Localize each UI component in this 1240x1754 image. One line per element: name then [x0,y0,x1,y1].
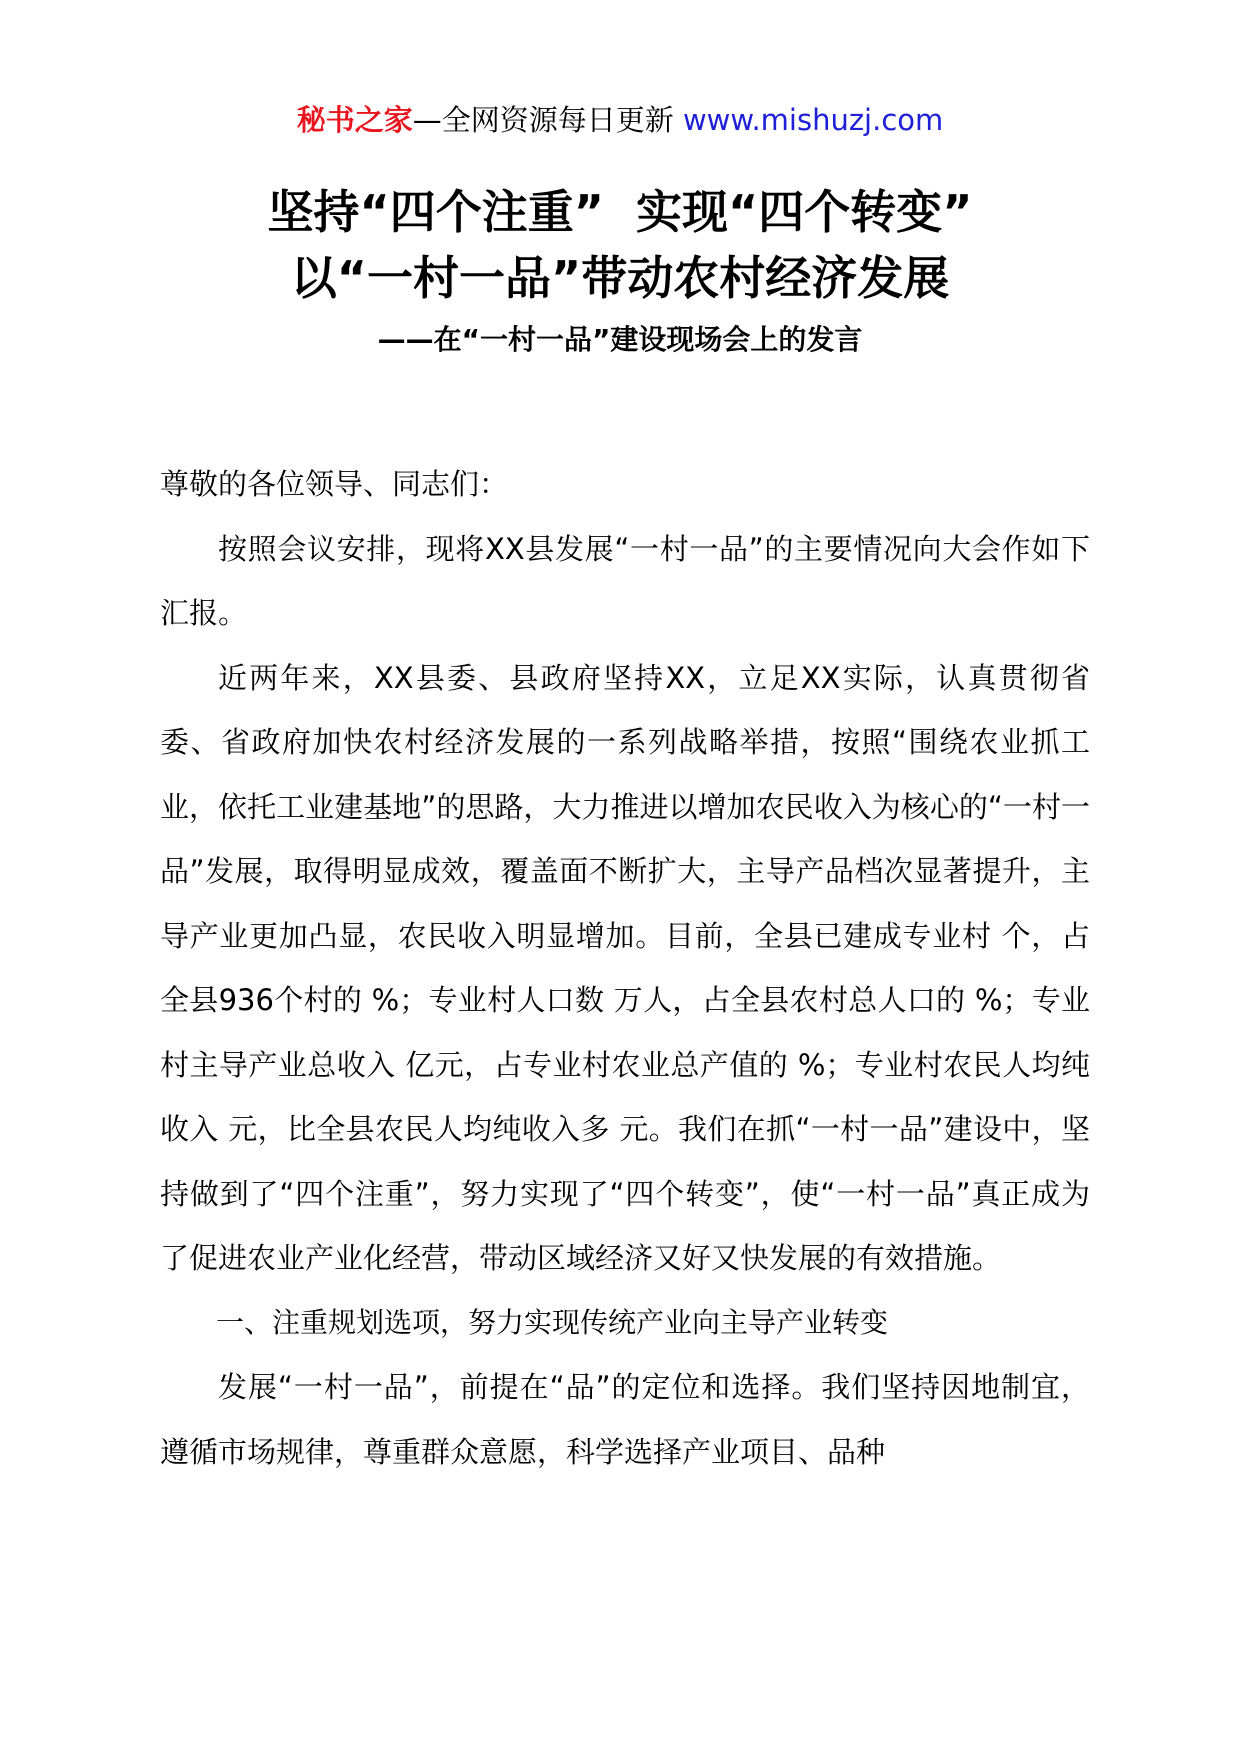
body-paragraph: 近两年来，XX县委、县政府坚持XX，立足XX实际，认真贯彻省委、省政府加快农村经济发展的一系列战略举措，按照“围绕农业抓工业，依托工业建基地”的思路，大力推进以增加农民收入为核心的“一村一品”发展，取得明显成效，覆盖面不断扩大，主导产品档次显著提升，主导产业更加凸显，农民收入明显增加。目前，全县已建成专业村 个，占全县936个村的 %；专业村人口数 万人，占全县农村总人口的 %；专业村主导产业总收入 亿元，占专业村农业总产值的 %；专业村农民人均纯收入 元，比全县农民人均纯收入多 元。我们在抓“一村一品”建设中，坚持做到了“四个注重”，努力实现了“四个转变”，使“一村一品”真正成为了促进农业产业化经营，带动区域经济又好又快发展的有效措施。 [160,660,1090,1275]
site-brand: 秘书之家 [296,103,413,137]
document-body [160,452,1090,1484]
salutation: 尊敬的各位领导、同志们： [160,467,509,501]
section-paragraph: 发展“一村一品”，前提在“品”的定位和选择。我们坚持因地制宜，遵循市场规律，尊重群众意愿，科学选择产业项目、品种 [160,1370,1090,1469]
body-paragraph: 按照会议安排，现将XX县发展“一村一品”的主要情况向大会作如下汇报。 [160,531,1090,630]
document-title-line-1: 坚持“四个注重” 实现“四个转变” [267,185,973,239]
site-tagline: —全网资源每日更新 [412,103,674,137]
document-subtitle: ——在“一村一品”建设现场会上的发言 [377,323,863,356]
document-title-line-2: 以“一村一品”带动农村经济发展 [290,251,950,305]
section-heading: 一、注重规划选项，努力实现传统产业向主导产业转变 [216,1305,889,1339]
site-url-link[interactable]: www.mishuzj.com [682,103,944,137]
site-header [0,100,1240,140]
